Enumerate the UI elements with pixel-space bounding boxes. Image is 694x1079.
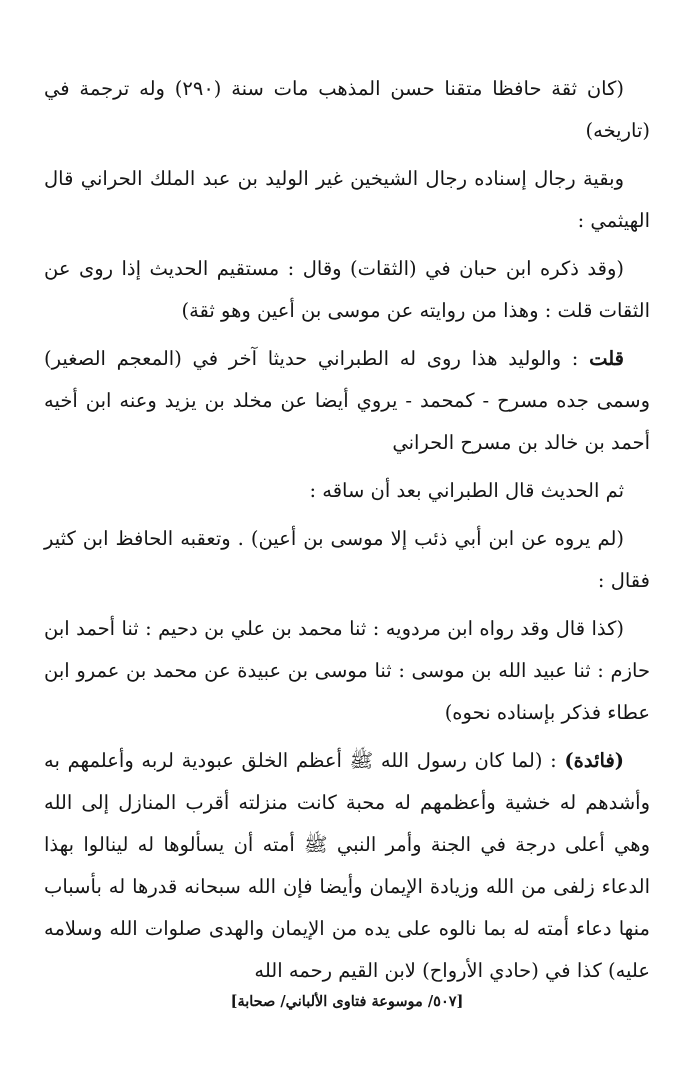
paragraph-8 [44, 740, 650, 992]
paragraph-7-text: (كذا قال وقد رواه ابن مردويه : ثنا محمد بن علي بن دحيم : ثنا أحمد ابن حازم : ثنا عبيد الله بن موسى : ثنا موسى بن عبيدة عن محمد بن عمرو ابن عطاء فذكر بإسناده نحوه) [44, 617, 650, 724]
paragraph-1-text: (كان ثقة حافظا متقنا حسن المذهب مات سنة (٢٩٠) وله ترجمة في (تاريخه) [44, 77, 650, 142]
paragraph-5 [44, 470, 650, 512]
paragraph-5-text: ثم الحديث قال الطبراني بعد أن ساقه : [309, 479, 624, 502]
page-body [44, 68, 650, 998]
page-footer: [٥٠٧/ موسوعة فتاوى الألباني/ صحابة] [230, 993, 464, 1010]
paragraph-3 [44, 248, 650, 332]
paragraph-2-text: وبقية رجال إسناده رجال الشيخين غير الوليد بن عبد الملك الحراني قال الهيثمي : [44, 167, 650, 232]
paragraph-7 [44, 608, 650, 734]
paragraph-2 [44, 158, 650, 242]
paragraph-1 [44, 68, 650, 152]
paragraph-8-lead: (فائدة) [564, 749, 624, 772]
paragraph-4-lead: قلت [589, 347, 624, 370]
paragraph-4 [44, 338, 650, 464]
paragraph-4-text: : والوليد هذا روى له الطبراني حديثا آخر في (المعجم الصغير) وسمى جده مسرح - كمحمد - يروي أيضا عن مخلد بن يزيد وعنه ابن أخيه أحمد بن خالد بن مسرح الحراني [44, 347, 650, 454]
paragraph-3-text: (وقد ذكره ابن حبان في (الثقات) وقال : مستقيم الحديث إذا روى عن الثقات قلت : وهذا من روايته عن موسى بن أعين وهو ثقة) [44, 257, 650, 322]
paragraph-6-text: (لم يروه عن ابن أبي ذئب إلا موسى بن أعين) . وتعقبه الحافظ ابن كثير فقال : [44, 527, 650, 592]
paragraph-8-text: : (لما كان رسول الله ﷺ أعظم الخلق عبودية لربه وأعلمهم به وأشدهم له خشية وأعظمهم له محبة كانت منزلته أقرب المنازل إلى الله وهي أعلى درجة في الجنة وأمر النبي ﷺ أمته أن يسألوها له لينالوا بهذا الدعاء زلفى من الله وزيادة الإيمان وأيضا فإن الله سبحانه قدرها له بأسباب منها دعاء أمته له بما نالوه على يده من الإيمان والهدى صلوات الله وسلامه عليه) كذا في (حادي الأرواح) لابن القيم رحمه الله [44, 749, 650, 982]
paragraph-6 [44, 518, 650, 602]
